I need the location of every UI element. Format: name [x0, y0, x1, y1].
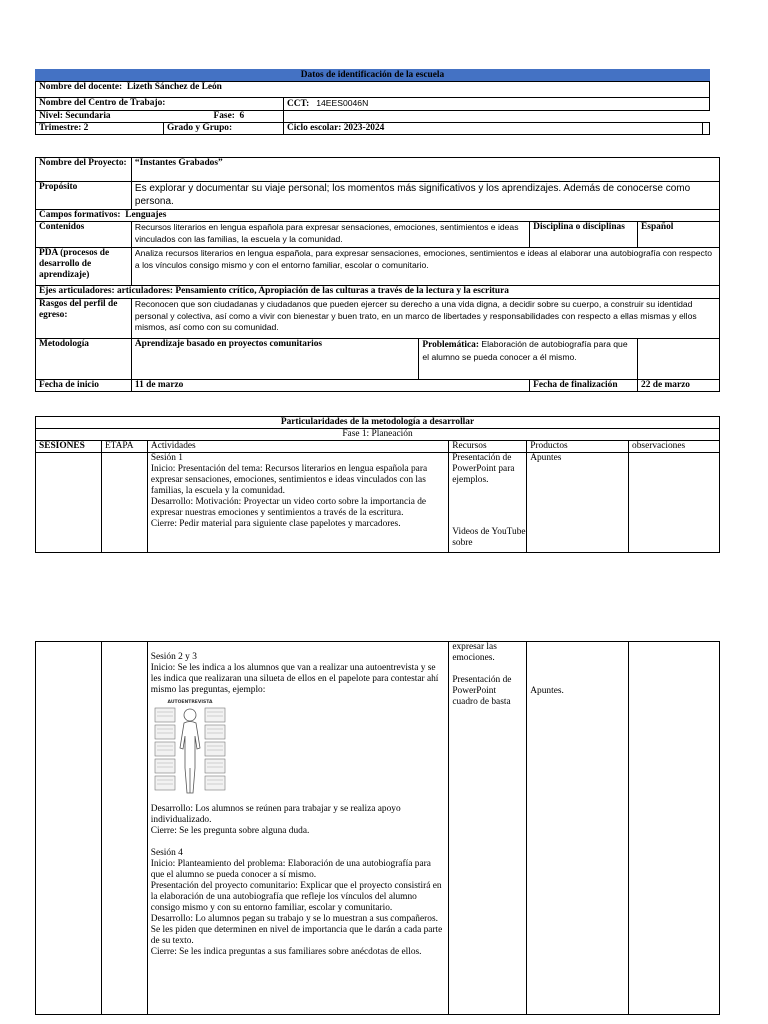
session2-products — [527, 642, 629, 1015]
col-sessions: SESIONES — [36, 441, 102, 453]
methodology-label: Metodología — [36, 339, 132, 380]
col-activities: Actividades — [147, 441, 448, 453]
phase-label: Fase: — [213, 111, 235, 121]
problem-empty — [638, 339, 720, 380]
session23-dev: Desarrollo: Los alumnos se reúnen para trabajar y se realiza apoyo individualizado. Cierre: Se les pregunta sobre alguna duda. — [150, 804, 401, 836]
pda-label: PDA (procesos de desarrollo de aprendizaje) — [36, 248, 132, 286]
phase-value: 6 — [239, 111, 245, 121]
workplace-label: Nombre del Centro de Trabajo: — [36, 98, 284, 111]
session1-resources-a: Presentación de PowerPoint para ejemplos. — [452, 453, 515, 485]
col-stage: ETAPA — [101, 441, 147, 453]
start-label: Fecha de inicio — [36, 380, 132, 392]
continuation-table — [35, 641, 720, 1015]
methodology-title: Particularidades de la metodología a desarrollar — [36, 417, 720, 429]
silhouette-image — [153, 698, 227, 798]
problem-text: Elaboración de autobiografía para que el alumno se pueda conocer a él mismo. — [422, 339, 628, 362]
cct-value: 14EES0046N — [316, 98, 369, 108]
trimester-label: Trimestre: 2 — [36, 123, 164, 135]
methodology-value: Aprendizaje basado en proyectos comunitarios — [131, 339, 419, 380]
phase-title: Fase 1: Planeación — [36, 429, 720, 441]
project-name-label: Nombre del Proyecto: — [36, 158, 132, 182]
axes-row: Ejes articuladores: articuladores: Pensamiento crítico, Apropiación de las culturas a través de la lectura y la escritura — [36, 286, 720, 299]
content-label: Contenidos — [36, 222, 132, 248]
resources-cont: expresar las emociones. — [452, 642, 497, 663]
purpose-text: Es explorar y documentar su viaje personal; los momentos más significativos y los aprendizajes. Además de conocerse como persona. — [131, 182, 719, 210]
session2-stage — [101, 642, 147, 1015]
cycle-empty — [702, 123, 709, 135]
image-caption: AUTOENTREVISTA — [167, 700, 213, 705]
school-table — [35, 69, 710, 135]
session2-observations — [629, 642, 720, 1015]
school-header: Datos de identificación de la escuela — [36, 70, 710, 82]
problem-label: Problemática: — [422, 340, 479, 350]
teacher-name: Lizeth Sánchez de León — [126, 82, 222, 92]
project-table — [35, 157, 720, 392]
teacher-row — [36, 82, 710, 98]
col-observations: observaciones — [629, 441, 720, 453]
session1-products: Apuntes — [527, 453, 629, 553]
teacher-label: Nombre del docente: — [39, 82, 123, 92]
level-empty — [283, 111, 709, 123]
purpose-label: Propósito — [36, 182, 132, 210]
methodology-table — [35, 416, 720, 553]
content-text: Recursos literarios en lengua española para expresar sensaciones, emociones, sentimientos e ideas vinculados con las familias, la escuela y la comunidad. — [131, 222, 529, 248]
session1-resources-b: Videos de YouTube sobre — [452, 527, 526, 548]
col-resources: Recursos — [449, 441, 527, 453]
level-label: Nivel: Secundaria — [39, 111, 111, 121]
session1-stage — [101, 453, 147, 553]
fields-label: Campos formativos: — [39, 210, 121, 220]
fields-row — [36, 210, 720, 222]
project-name: “Instantes Grabados” — [131, 158, 719, 182]
cct-cell — [283, 98, 709, 111]
session1-sessions — [36, 453, 102, 553]
session2-activities — [147, 642, 449, 1015]
start-value: 11 de marzo — [131, 380, 529, 392]
profile-text: Reconocen que son ciudadanas y ciudadanos que pueden ejercer su derecho a una vida digna, a decidir sobre su cuerpo, a construir su identidad personal y colectiva, así como a vivir con bienestar y buen trato, en un marco de libertades y responsabilidades con respecto a ellas mismas y ellos mismos, así como con su comunidad. — [131, 299, 719, 339]
phase-inline — [214, 111, 245, 122]
col-products: Productos — [527, 441, 629, 453]
session2-sessions — [36, 642, 102, 1015]
grade-label: Grado y Grupo: — [164, 123, 284, 135]
resources2: Presentación de PowerPoint cuadro de basta — [452, 675, 512, 707]
discipline-label: Disciplina o disciplinas — [530, 222, 638, 248]
products2: Apuntes. — [530, 686, 564, 696]
session1-resources — [449, 453, 527, 553]
problem-cell — [419, 339, 638, 380]
profile-label: Rasgos del perfil de egreso: — [36, 299, 132, 339]
level-cell — [36, 111, 284, 123]
session4-text: Sesión 4 Inicio: Planteamiento del problema: Elaboración de una autobiografía para que el alumno se pueda conocer a sí mismo. Presentación del proyecto comunitario: Explicar que el proyecto consistirá en la elaboración de una autobiografía que refleje los vínculos del alumno consigo mismo y con su entorno familiar, escolar y comunitario. Desarrollo: Lo alumnos pegan su trabajo y se lo muestran a sus compañeros. Se les piden que determinen en nivel de importancia que le darán a cada parte de su texto. Cierre: Se les indica preguntas a sus familiares sobre anécdotas de ellos. — [150, 848, 443, 957]
session1-observations — [629, 453, 720, 553]
session23-intro: Sesión 2 y 3 Inicio: Se les indica a los alumnos que van a realizar una autoentrevista y se les indica que realizaran una silueta de ellos en el papelote para contestar ahí mismo las preguntas, ejemplo: — [150, 652, 439, 695]
end-value: 22 de marzo — [638, 380, 720, 392]
cycle-label: Ciclo escolar: 2023-2024 — [283, 123, 702, 135]
end-label: Fecha de finalización — [530, 380, 638, 392]
cct-label: CCT: — [286, 99, 310, 109]
discipline-value: Español — [638, 222, 720, 248]
session1-activities: Sesión 1 Inicio: Presentación del tema: Recursos literarios en lengua española para expresar sensaciones, emociones, sentimientos e ideas vinculados con las familias, la escuela y la comunidad. Desarrollo: Motivación: Proyectar un video corto sobre la importancia de expresar nuestras emociones y sentimientos a través de la escritura. Cierre: Pedir material para siguiente clase papelotes y marcadores. — [147, 453, 448, 553]
pda-text: Analiza recursos literarios en lengua española, para expresar sensaciones, emociones, sentimientos e ideas al elaborar una autobiografía con respecto a los vínculos consigo mismo y con el entorno familiar, escolar o comunitario. — [131, 248, 719, 286]
fields-value: Lenguajes — [125, 210, 167, 220]
session2-resources — [449, 642, 527, 1015]
